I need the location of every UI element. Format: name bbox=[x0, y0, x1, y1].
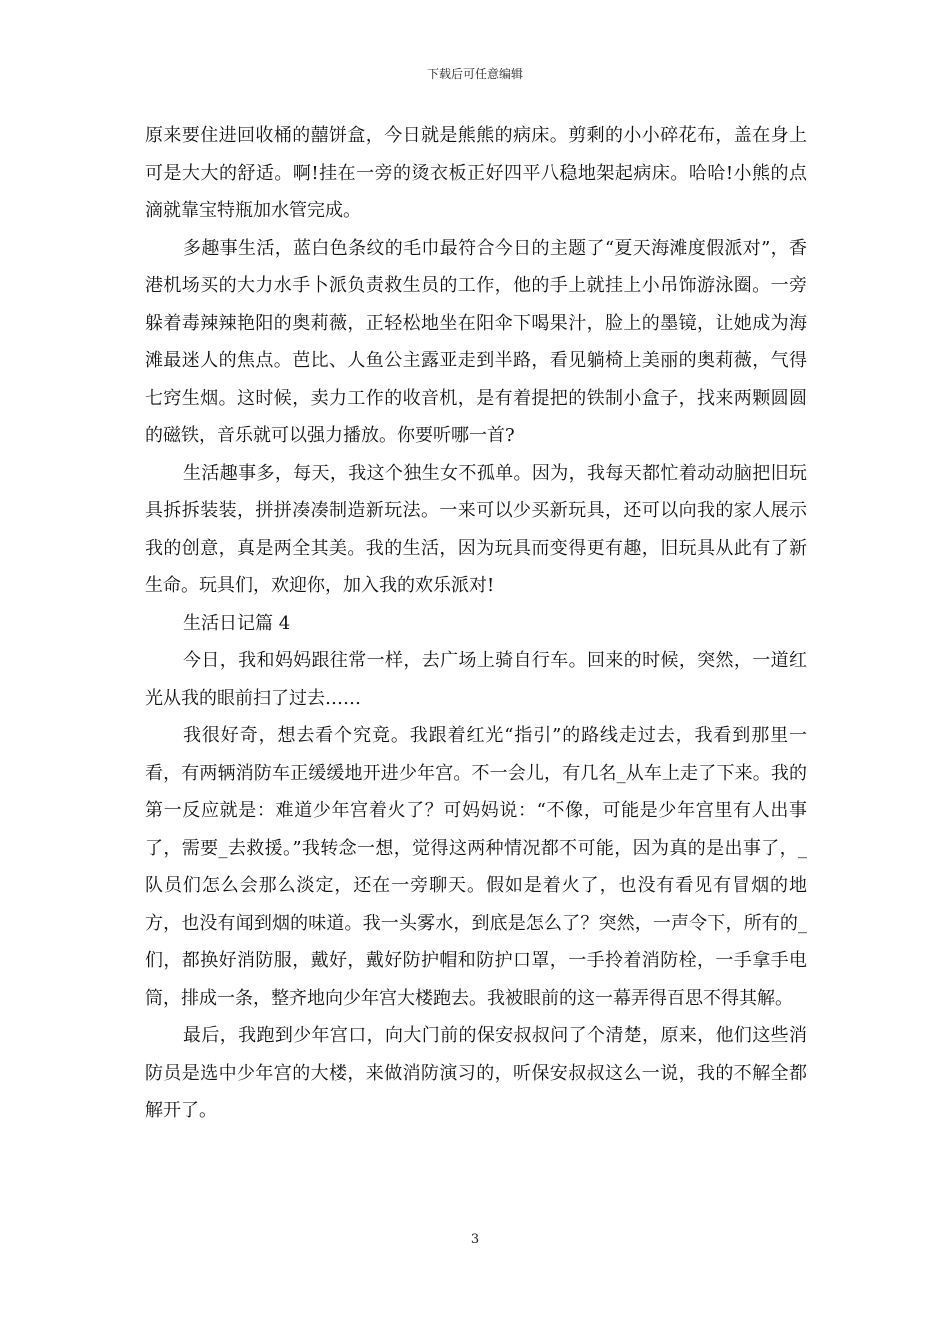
paragraph-1: 原来要住进回收桶的囍饼盒，今日就是熊熊的病床。剪剩的小小碎花布，盖在身上可是大大的舒适。啊!挂在一旁的烫衣板正好四平八稳地架起病床。哈哈!小熊的点滴就靠宝特瓶加水管完成。 bbox=[145, 125, 807, 221]
section-heading: 生活日记篇 4 bbox=[183, 612, 291, 634]
page-header: 下载后可任意编辑 bbox=[426, 67, 523, 81]
paragraph-6: 最后，我跑到少年宫口，向大门前的保安叔叔问了个清楚，原来，他们这些消防员是选中少年宫的大楼，来做消防演习的，听保安叔叔这么一说，我的不解全都解开了。 bbox=[145, 1025, 807, 1121]
paragraph-3: 生活趣事多，每天，我这个独生女不孤单。因为，我每天都忙着动动脑把旧玩具拆拆装装，拼拼凑凑制造新玩法。一来可以少买新玩具，还可以向我的家人展示我的创意，真是两全其美。我的生活，因为玩具而变得更有趣，旧玩具从此有了新生命。玩具们，欢迎你，加入我的欢乐派对! bbox=[145, 462, 807, 596]
paragraph-5: 我很好奇，想去看个究竟。我跟着红光“指引”的路线走过去，我看到那里一看，有两辆消防车正缓缓地开进少年宫。不一会儿，有几名_从车上走了下来。我的第一反应就是：难道少年宫着火了？可妈妈说：“不像，可能是少年宫里有人出事了，需要_去救援。”我转念一想，觉得这两种情况都不可能，因为真的是出事了，_队员们怎么会那么淡定，还在一旁聊天。假如是着火了，也没有看见有冒烟的地方，也没有闻到烟的味道。我一头雾水，到底是怎么了？突然，一声令下，所有的_们，都换好消防服，戴好，戴好防护帽和防护口罩，一手拎着消防栓，一手拿手电筒，排成一条，整齐地向少年宫大楼跑去。我被眼前的这一幕弄得百思不得其解。 bbox=[145, 725, 807, 1009]
paragraph-4: 今日，我和妈妈跟往常一样，去广场上骑自行车。回来的时候，突然，一道红光从我的眼前扫了过去…… bbox=[145, 650, 807, 709]
page-number: 3 bbox=[470, 1232, 480, 1247]
document-body bbox=[145, 117, 807, 1130]
paragraph-2: 多趣事生活，蓝白色条纹的毛巾最符合今日的主题了“夏天海滩度假派对”，香港机场买的大力水手卜派负责救生员的工作，他的手上就挂上小吊饰游泳圈。一旁躲着毒辣辣艳阳的奥莉薇，正轻松地坐在阳伞下喝果汁，脸上的墨镜，让她成为海滩最迷人的焦点。芭比、人鱼公主露亚走到半路，看见躺椅上美丽的奥莉薇，气得七窍生烟。这时候，卖力工作的收音机，是有着提把的铁制小盒子，找来两颗圆圆的磁铁，音乐就可以强力播放。你要听哪一首? bbox=[145, 237, 807, 446]
